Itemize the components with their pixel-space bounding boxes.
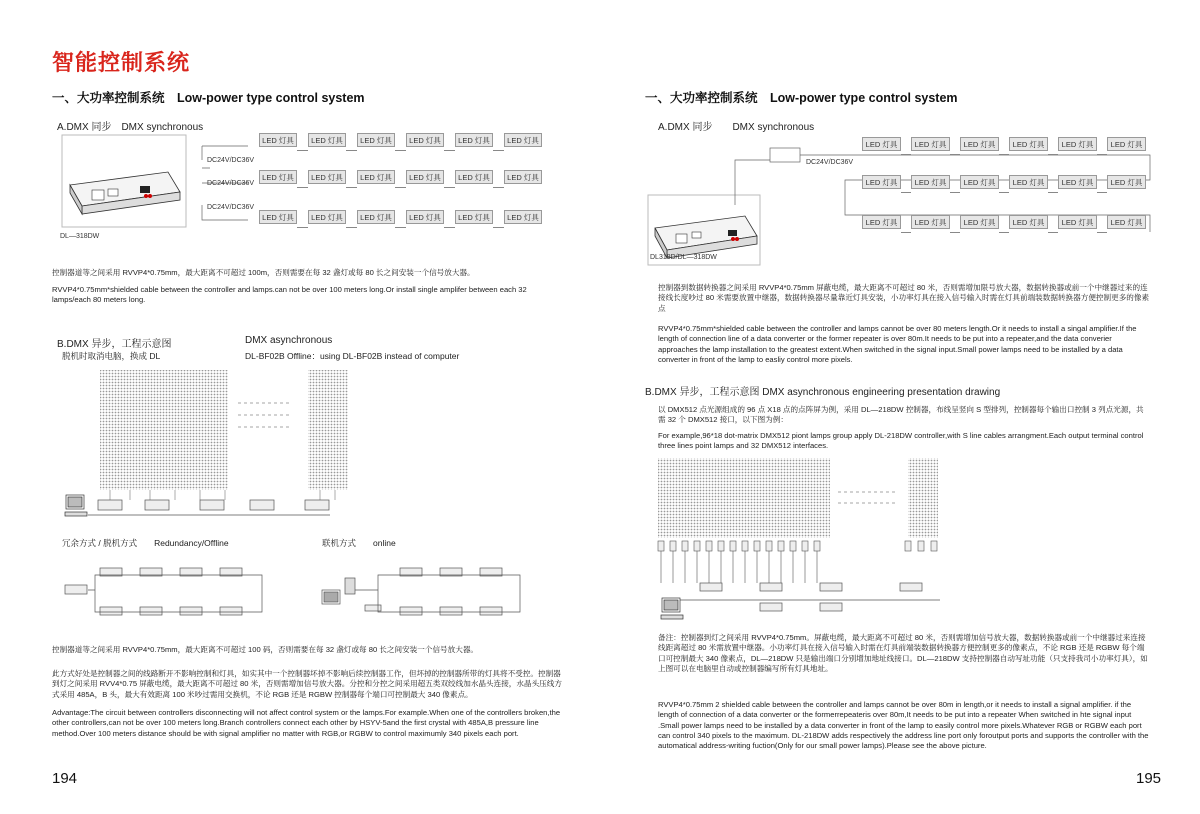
- led-lamp: LED 灯具: [308, 170, 346, 184]
- left-b-title-en: DMX asynchronous: [245, 335, 333, 346]
- right-a-title: A.DMX 同步 DMX synchronous: [658, 122, 815, 133]
- right-power-label: DC24V/DC36V: [806, 159, 854, 166]
- left-device-caption: DL—318DW: [60, 233, 100, 240]
- power-label-2: DC24V/DC36V: [207, 180, 255, 187]
- right-dot-matrix-block: [658, 458, 830, 538]
- led-lamp: LED 灯具: [504, 133, 542, 147]
- dmx-port: [694, 541, 700, 551]
- led-lamp: LED 灯具: [862, 137, 901, 151]
- dmx-port: [682, 541, 688, 551]
- left-b-title: B.DMX 异步，工程示意图: [57, 339, 172, 350]
- right-computer-icon: [661, 598, 683, 619]
- right-remark-cn: 备注：控制器到灯之间采用 RVVP4*0.75mm。屏蔽电缆，最大距离不可超过 80 米，否则需增加信号放大器，数据转换器或前一个中继器过来连接线距离超过 80 米需放置中继器。小功率灯具在接入信号输入时需在灯具前端装数据转换器方便控制更多的像素点，不论 RGB 还是 RGBW 每个端口可控制最大 340 像素点，DL—218DW 只是输出端口分别增加地址线接口。DL—218DW 支持控制器自动写址功能（只支持我司小功率灯具），如上图可以在电脑里自动或控制器编写所有灯具地址。: [658, 633, 1148, 673]
- left-advantage-en: Advantage:The circuit between controllers disconnecting will not affect control system or the lamps.For example.When one of the controllers broken,the other controllers,can not be over 100 meters long.Branch controllers connect each other by HSYV-5and the first crystal with 485A,B pressure line method.Over 100 meters distance should be with signal amplifier no matter with RGB,or RGBW to control maximumly 340 pixels each port.: [52, 708, 561, 738]
- led-lamp: LED 灯具: [406, 133, 444, 147]
- led-lamp: LED 灯具: [259, 170, 297, 184]
- dmx-port: [766, 541, 772, 551]
- led-lamp: LED 灯具: [308, 133, 346, 147]
- left-a-note-cn: 控制器道等之间采用 RVVP4*0.75mm，最大距离不可超过 100m，否则需要在每 32 盏灯或每 80 长之间安装一个信号放大器。: [52, 268, 475, 277]
- left-note2-cn: 控制器道等之间采用 RVVP4*0.75mm，最大距离不可超过 100 码，否则需要在每 32 盏灯或每 80 长之间安装一个信号放大器。: [52, 645, 479, 654]
- left-a-title: A.DMX 同步 DMX synchronous: [57, 122, 204, 133]
- left-b-sub: 脱机时取消电脑，换成 DL: [62, 351, 161, 361]
- led-lamp: LED 灯具: [357, 133, 395, 147]
- led-lamp: LED 灯具: [1107, 215, 1146, 229]
- power-label-3: DC24V/DC36V: [207, 204, 255, 211]
- dmx-port: [931, 541, 937, 551]
- right-a-note-en: RVVP4*0.75mm*shielded cable between the controller and lamps cannot be over 80 meters length.Or it needs to install a singal amplifier.If the length of connection line of a data converter or the former repeater is over 80m.It needs to be put into a repeater,and the data converier approaches the lamp installation to the greatest extent.When switched in the signal input.Small power lamps need to be installed by a data converter in front of the lamp to easliy control more pixels.: [658, 324, 1137, 364]
- dmx-port: [670, 541, 676, 551]
- led-lamp: LED 灯具: [1058, 175, 1097, 189]
- led-lamp: LED 灯具: [960, 175, 999, 189]
- led-lamp: LED 灯具: [357, 210, 395, 224]
- right-a-note-cn: 控制器到数据转换器之间采用 RVVP4*0.75mm 屏蔽电缆，最大距离不可超过 80 米，否则需增加限号放大器，数据转换器或前一个中继器过来的连接线长度吵过 80 米需要放置中继器，数据转换器尽量靠近灯具安装，小功率灯具在接入信号输入时需在灯具前端装数据转换器方便控制更多的像素点: [658, 283, 1150, 313]
- page-title: 智能控制系统: [52, 50, 191, 75]
- led-lamp: LED 灯具: [1107, 175, 1146, 189]
- left-a-note-en: RVVP4*0.75mm*shielded cable between the controller and lamps.can not be over 100 meters long.Or install single amplifer between each 32 lamps/each 80 meters long.: [52, 285, 527, 305]
- dmx-port: [778, 541, 784, 551]
- right-controller-chain: [680, 583, 940, 611]
- led-lamp: LED 灯具: [504, 210, 542, 224]
- led-lamp: LED 灯具: [960, 215, 999, 229]
- dmx-port: [802, 541, 808, 551]
- led-lamp: LED 灯具: [357, 170, 395, 184]
- led-lamp: LED 灯具: [1009, 137, 1048, 151]
- right-b-desc-cn: 以 DMX512 点光源组成的 96 点 X18 点的点阵屏为例，采用 DL—218DW 控制器，布线呈竖向 S 型排列，控制器每个输出口控制 3 列点光源，共需 32 个 DMX512 接口，以下图为例：: [658, 405, 1144, 425]
- right-device-caption: DL318D/DL—318DW: [650, 254, 717, 261]
- led-lamp: LED 灯具: [259, 210, 297, 224]
- led-lamp: LED 灯具: [862, 215, 901, 229]
- led-lamp: LED 灯具: [1058, 215, 1097, 229]
- right-page-number: 195: [1136, 770, 1162, 787]
- left-page-number: 194: [52, 770, 78, 787]
- left-section-title: 一、大功率控制系统 Low-power type control system: [52, 91, 365, 105]
- dmx-port: [918, 541, 924, 551]
- online-label: 联机方式 online: [322, 538, 396, 548]
- dmx-port: [790, 541, 796, 551]
- right-section-title: 一、大功率控制系统 Low-power type control system: [645, 91, 958, 105]
- redundancy-label: 冗余方式 / 脱机方式 Redundancy/Offline: [62, 538, 229, 548]
- dmx-port: [905, 541, 911, 551]
- dmx-port: [742, 541, 748, 551]
- led-lamp: LED 灯具: [862, 175, 901, 189]
- left-b-sub-en: DL-BF02B Offline：using DL-BF02B instead of computer: [245, 351, 460, 361]
- dmx-port: [814, 541, 820, 551]
- led-lamp: LED 灯具: [406, 170, 444, 184]
- led-lamp: LED 灯具: [960, 137, 999, 151]
- port-row: [658, 541, 937, 583]
- led-lamp: LED 灯具: [1009, 215, 1048, 229]
- power-label-1: DC24V/DC36V: [207, 157, 255, 164]
- right-dot-matrix-block-2: [908, 458, 938, 538]
- led-lamp: LED 灯具: [455, 133, 493, 147]
- led-lamp: LED 灯具: [911, 175, 950, 189]
- right-remark-en: RVVP4*0.75mm 2 shielded cable between the controller and lamps cannot be over 80m in length,or it needs to install a signal amplifier. if the length of connection of a data converter or the formerrepeateris over 80m,It needs to be put into a repeater When switched in hte signal input .Small power lamps need to be installed by a data converter in front of the lamp to easily control more pixels.Whatever RGB or RGBW each port can control 340 pixels to the maximum. DL-218DW adds respectively the address line port only foroutput ports and supports the controller with the automatical address-writing fuction(Only for our small power lamps).Please see the above picture.: [658, 700, 1149, 751]
- dmx-port: [754, 541, 760, 551]
- dmx-port: [658, 541, 664, 551]
- led-lamp: LED 灯具: [455, 170, 493, 184]
- led-lamp: LED 灯具: [259, 133, 297, 147]
- led-lamp: LED 灯具: [911, 137, 950, 151]
- left-advantage-cn: 此方式好处是控制器之间的线路断开不影响控制和灯具，如实其中一个控制器坏掉不影响后续控制器工作，但坏掉的控制器所带的灯具将不受控。控制器到灯之间采用 RVV4*0.75 屏蔽电缆，最大距离不可超过 80 米，否则需增加信号放大器。分控和分控之间采用超五类双绞线加水晶头连接，水晶头压线方式采用 485A，B 头，最大有效距离 100 米吵过需用交换机，不论 RGB 还是 RGBW 控制器每个端口可控制最大 340 像素点。: [52, 669, 562, 699]
- led-lamp: LED 灯具: [1107, 137, 1146, 151]
- led-lamp: LED 灯具: [1009, 175, 1048, 189]
- dmx-port: [730, 541, 736, 551]
- led-lamp: LED 灯具: [911, 215, 950, 229]
- right-b-title: B.DMX 异步，工程示意图 DMX asynchronous engineering presentation drawing: [645, 387, 1001, 398]
- led-lamp: LED 灯具: [455, 210, 493, 224]
- led-lamp: LED 灯具: [406, 210, 444, 224]
- led-lamp: LED 灯具: [504, 170, 542, 184]
- right-b-desc-en: For example,96*18 dot-matrix DMX512 piont lamps group apply DL-218DW controller,with S line cables arrangment.Each output terminal control three lines point lamps and 32 DMX512 interfaces.: [658, 431, 1144, 451]
- right-gap-dashes: [838, 492, 898, 503]
- dmx-port: [706, 541, 712, 551]
- led-lamp: LED 灯具: [1058, 137, 1097, 151]
- dmx-port: [718, 541, 724, 551]
- led-lamp: LED 灯具: [308, 210, 346, 224]
